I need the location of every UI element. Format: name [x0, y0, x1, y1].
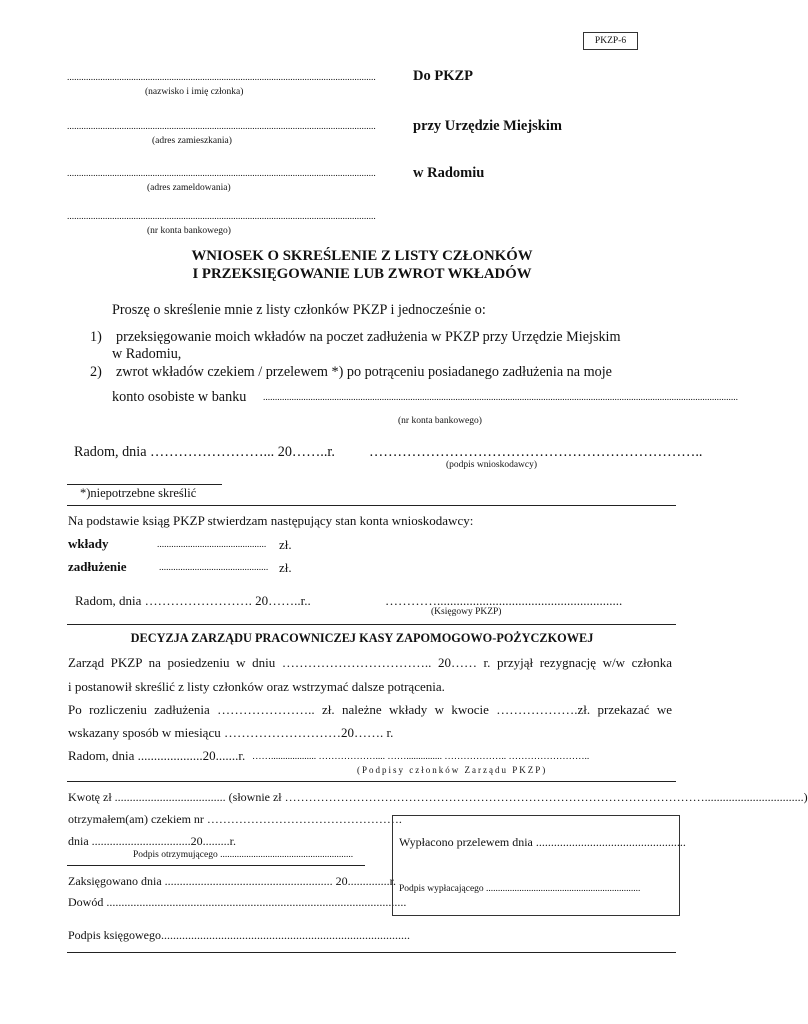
- residence-address-field-label: (adres zamieszkania): [152, 136, 232, 146]
- section-divider-3: [67, 781, 676, 782]
- addressee-line-2: przy Urzędzie Miejskim: [413, 118, 562, 134]
- recipient-signature-line[interactable]: Podpis otrzymującego ........................................................: [133, 850, 354, 860]
- footnote: *)niepotrzebne skreślić: [80, 486, 197, 500]
- section-divider-4: [67, 952, 676, 953]
- name-field-line[interactable]: ..................................................................................................................................: [67, 73, 376, 83]
- registered-address-field-label: (adres zameldowania): [147, 183, 231, 193]
- transfer-box: [392, 815, 680, 916]
- applicant-signature-label: (podpis wnioskodawcy): [446, 460, 538, 470]
- addressee-line-3: w Radomiu: [413, 165, 485, 181]
- accountant-signature-label: (Księgowy PKZP): [431, 607, 502, 617]
- accountant-signature-line[interactable]: ………….........................................................: [385, 593, 623, 608]
- payout-date-line[interactable]: dnia .................................20.........r.: [68, 834, 236, 848]
- form-title-line-1: WNIOSEK O SKREŚLENIE Z LISTY CZŁONKÓW: [191, 248, 533, 264]
- bank-name-field-line[interactable]: ........................................................................................................................................................................................................: [263, 393, 738, 403]
- section-divider-2: [67, 624, 676, 625]
- application-date-line[interactable]: Radom, dnia ……………………... 20……..r.: [74, 444, 335, 460]
- transfer-date-line[interactable]: Wypłacono przelewem dnia ..................................................: [399, 835, 686, 849]
- request-intro: Proszę o skreślenie mnie z listy członków PKZP i jednocześnie o:: [112, 302, 486, 318]
- section-divider-1: [67, 505, 676, 506]
- accounting-date-line[interactable]: Radom, dnia ……………………. 20……..r..: [75, 593, 311, 608]
- item-2-number: 2): [90, 364, 102, 380]
- item-2-text-cont: konto osobiste w banku: [112, 389, 247, 405]
- bank-account-field-label: (nr konta bankowego): [147, 226, 231, 236]
- decision-line-3: Po rozliczeniu zadłużenia ………………….. zł. należne wkłady w kwocie ……………….zł. przekazać we: [68, 702, 672, 717]
- item-1-number: 1): [90, 329, 102, 345]
- decision-date-line[interactable]: Radom, dnia ....................20.......r.: [68, 748, 246, 763]
- registered-address-field-line[interactable]: ..................................................................................................................................: [67, 169, 376, 179]
- booked-date-line[interactable]: Zaksięgowano dnia ........................................................ 20..............r.: [68, 874, 396, 888]
- payout-divider: [67, 865, 365, 866]
- form-code: PKZP-6: [583, 32, 638, 50]
- deposits-amount-field[interactable]: ..............................................: [157, 540, 267, 550]
- payer-signature-line[interactable]: Podpis wypłacającego .................................................................: [399, 884, 641, 894]
- item-1-text: przeksięgowanie moich wkładów na poczet zadłużenia w PKZP przy Urzędzie Miejskim: [116, 329, 621, 345]
- deposits-currency: zł.: [279, 537, 292, 552]
- board-signatures-label: (Podpisy członków Zarządu PKZP): [357, 765, 548, 775]
- decision-line-4: wskazany sposób w miesiącu ………………………20……. r.: [68, 725, 394, 740]
- bank-account-field-line[interactable]: ..................................................................................................................................: [67, 212, 376, 222]
- board-signatures-line[interactable]: ……................... ……………….... ……............... ……………….. ……………………..: [252, 752, 590, 762]
- debt-currency: zł.: [279, 560, 292, 575]
- proof-line[interactable]: Dowód ....................................................................................................: [68, 895, 407, 909]
- item-2-text: zwrot wkładów czekiem / przelewem *) po potrąceniu posiadanego zadłużenia na moje: [116, 364, 612, 380]
- decision-line-2: i postanowił skreślić z listy członków oraz wstrzymać dalsze potrącenia.: [68, 679, 445, 694]
- applicant-signature-line[interactable]: ……………………………………………………………..: [369, 444, 703, 460]
- cheque-received-line[interactable]: otrzymałem(am) czekiem nr ………………………………………….: [68, 812, 402, 826]
- debt-amount-field[interactable]: ..............................................: [159, 563, 269, 573]
- item-1-text-cont: w Radomiu,: [112, 346, 182, 362]
- decision-heading: DECYZJA ZARZĄDU PRACOWNICZEJ KASY ZAPOMOGOWO-POŻYCZKOWEJ: [130, 631, 594, 645]
- debt-label: zadłużenie: [68, 559, 127, 574]
- name-field-label: (nazwisko i imię członka): [145, 87, 244, 97]
- accounting-intro: Na podstawie ksiąg PKZP stwierdzam następujący stan konta wnioskodawcy:: [68, 513, 474, 528]
- bank-name-field-label: (nr konta bankowego): [398, 416, 482, 426]
- addressee-line-1: Do PKZP: [413, 68, 474, 84]
- deposits-label: wkłady: [68, 536, 109, 551]
- footnote-separator: [67, 484, 222, 485]
- decision-line-1: Zarząd PKZP na posiedzeniu w dniu …………………………….. 20…… r. przyjął rezygnację w/w członka: [68, 655, 672, 670]
- amount-line[interactable]: Kwotę zł ..................................... (słownie zł …………………………………………………………………………………………….................................): [68, 790, 808, 804]
- residence-address-field-line[interactable]: ..................................................................................................................................: [67, 122, 376, 132]
- form-title-line-2: I PRZEKSIĘGOWANIE LUB ZWROT WKŁADÓW: [192, 266, 532, 282]
- accountant-booking-signature-line[interactable]: Podpis księgowego...................................................................................: [68, 928, 410, 942]
